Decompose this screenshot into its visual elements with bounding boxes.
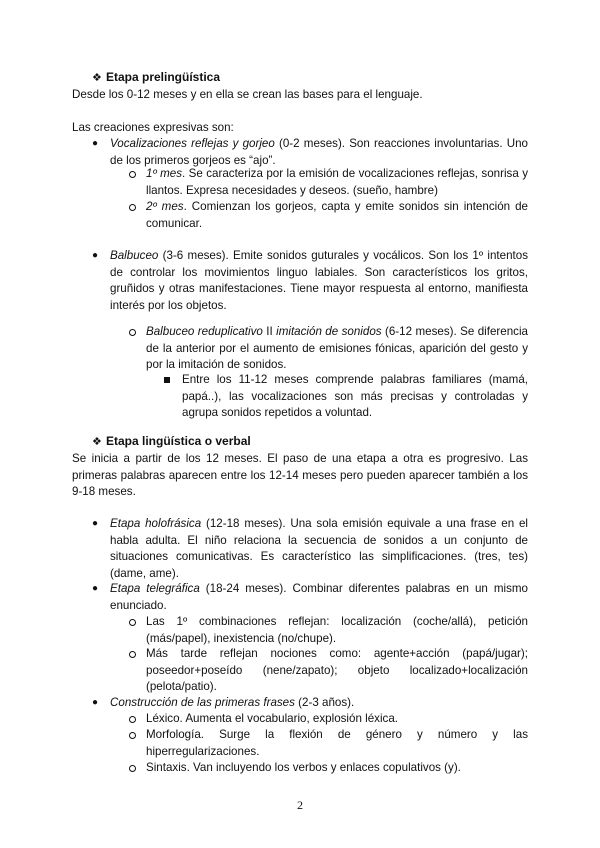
list-item-vocalizaciones: Vocalizaciones reflejas y gorjeo (0-2 meses). Son reacciones involuntarias. Uno de los primeros gorjeos es “ajo”. — [110, 137, 528, 167]
bullet-icon: ● — [92, 583, 99, 594]
list-item-holofrasica: Etapa holofrásica (12-18 meses). Una sola emisión equivale a una frase en el habla adulta. El niño relaciona la secuencia de sonidos a un conjunto de situaciones comunicativas. Es característico las simplificaciones. (tres, tes)(dame, ame). — [110, 517, 528, 580]
circle-bullet-icon — [129, 765, 136, 772]
list-item-construccion: Construcción de las primeras frases (2-3 años). — [110, 696, 355, 709]
bullet-icon: ● — [92, 138, 99, 149]
list-item-mes2: 2º mes. Comienzan los gorjeos, capta y emite sonidos sin intención de comunicar. — [146, 200, 528, 230]
list-item-entre: Entre los 11-12 meses comprende palabras familiares (mamá, papá..), las vocalizaciones son más precisas y controladas y agrupa sonidos repetidos a voluntad. — [182, 373, 528, 419]
bullet-icon: ● — [92, 518, 99, 529]
creaciones-label: Las creaciones expresivas son: — [72, 121, 234, 134]
heading-prelinguistica: ❖ Etapa prelingüística — [92, 70, 221, 84]
intro-linguistica: Se inicia a partir de los 12 meses. El paso de una etapa a otra es progresivo. Las primeras palabras aparecen entre los 12-14 meses pero pueden aparecer también a los 9-18 meses. — [72, 452, 528, 498]
list-item-reduplicativo: Balbuceo reduplicativo II imitación de sonidos (6-12 meses). Se diferencia de la anterior por el aumento de emisiones fónicas, aparición del gesto y por la imitación de sonidos. — [146, 325, 528, 371]
circle-bullet-icon — [129, 204, 136, 211]
list-item-sintaxis: Sintaxis. Van incluyendo los verbos y enlaces copulativos (y). — [146, 761, 461, 774]
list-item-nociones: Más tarde reflejan nociones como: agente+acción (papá/jugar); poseedor+poseído (nene/zapato); objeto localizado+localización (pelota/patio). — [146, 647, 528, 693]
circle-bullet-icon — [129, 651, 136, 658]
square-bullet-icon — [164, 377, 170, 383]
diamond-bullet-icon: ❖ — [92, 436, 102, 448]
bullet-icon: ● — [92, 250, 99, 261]
circle-bullet-icon — [129, 732, 136, 739]
circle-bullet-icon — [129, 329, 136, 336]
list-item-mes1: 1º mes. Se caracteriza por la emisión de vocalizaciones reflejas, sonrisa y llantos. Expresa necesidades y deseos. (sueño, hambre) — [146, 167, 528, 197]
list-item-lexico: Léxico. Aumenta el vocabulario, explosión léxica. — [146, 712, 398, 725]
list-item-morfologia: Morfología. Surge la flexión de género y número y las hiperregularizaciones. — [146, 728, 528, 758]
circle-bullet-icon — [129, 716, 136, 723]
bullet-icon: ● — [92, 697, 99, 708]
list-item-combinaciones: Las 1º combinaciones reflejan: localización (coche/allá), petición (más/papel), inexistencia (no/chupe). — [146, 615, 528, 645]
diamond-bullet-icon: ❖ — [92, 72, 102, 84]
list-item-balbuceo: Balbuceo (3-6 meses). Emite sonidos guturales y vocálicos. Son los 1º intentos de controlar los movimientos linguo labiales. Son característicos los gritos, gruñidos y otras manifestaciones. Tiene mayor respuesta al entorno, manifiesta interés por los objetos. — [110, 249, 528, 312]
circle-bullet-icon — [129, 171, 136, 178]
intro-prelinguistica: Desde los 0-12 meses y en ella se crean las bases para el lenguaje. — [72, 88, 423, 101]
circle-bullet-icon — [129, 619, 136, 626]
heading-linguistica: ❖ Etapa lingüística o verbal — [92, 434, 251, 448]
list-item-telegrafica: Etapa telegráfica (18-24 meses). Combinar diferentes palabras en un mismo enunciado. — [110, 582, 528, 612]
page-number: 2 — [297, 798, 303, 812]
